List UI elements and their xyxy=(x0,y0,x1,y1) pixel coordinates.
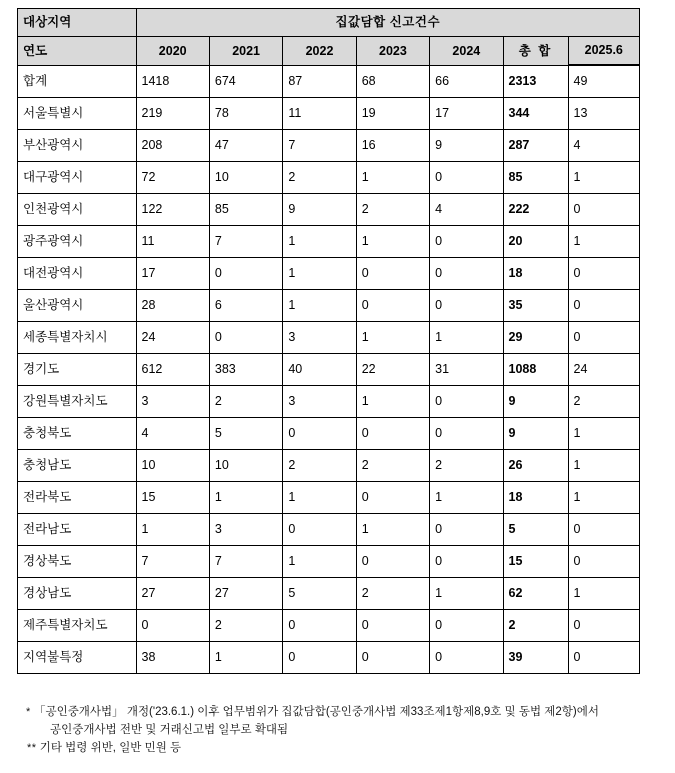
cell-total: 29 xyxy=(503,322,568,354)
cell-y2020: 219 xyxy=(136,98,209,130)
footnote-1-continued: 공인중개사법 전반 및 거래신고법 일부로 확대됨 xyxy=(50,723,289,736)
cell-y2025: 0 xyxy=(568,514,639,546)
cell-y2021: 2 xyxy=(209,386,282,418)
cell-total: 2 xyxy=(503,610,568,642)
cell-y2023: 19 xyxy=(356,98,429,130)
cell-total: 344 xyxy=(503,98,568,130)
cell-region: 대구광역시 xyxy=(18,162,137,194)
cell-y2022: 87 xyxy=(283,65,356,98)
cell-y2024: 0 xyxy=(430,514,503,546)
statistics-table xyxy=(17,8,640,674)
footnote-1-marker: * xyxy=(26,706,31,718)
header-total: 총 합 xyxy=(503,37,568,66)
cell-y2022: 7 xyxy=(283,130,356,162)
cell-y2025: 1 xyxy=(568,226,639,258)
cell-total: 2313 xyxy=(503,65,568,98)
cell-y2020: 17 xyxy=(136,258,209,290)
cell-total: 39 xyxy=(503,642,568,674)
cell-y2022: 40 xyxy=(283,354,356,386)
cell-total: 62 xyxy=(503,578,568,610)
footnote-2-text: 기타 법령 위반, 일반 민원 등 xyxy=(39,741,182,754)
footnote-2 xyxy=(17,740,667,758)
cell-y2022: 0 xyxy=(283,610,356,642)
cell-y2025: 1 xyxy=(568,450,639,482)
cell-y2020: 10 xyxy=(136,450,209,482)
cell-y2021: 383 xyxy=(209,354,282,386)
cell-y2021: 7 xyxy=(209,546,282,578)
cell-y2024: 66 xyxy=(430,65,503,98)
table-row xyxy=(18,194,640,226)
cell-y2025: 0 xyxy=(568,194,639,226)
cell-y2025: 0 xyxy=(568,322,639,354)
cell-y2022: 1 xyxy=(283,546,356,578)
cell-y2022: 2 xyxy=(283,450,356,482)
cell-total: 20 xyxy=(503,226,568,258)
cell-y2025: 1 xyxy=(568,578,639,610)
cell-y2023: 22 xyxy=(356,354,429,386)
cell-region: 전라북도 xyxy=(18,482,137,514)
cell-y2025: 49 xyxy=(568,65,639,98)
cell-y2025: 0 xyxy=(568,546,639,578)
cell-y2020: 24 xyxy=(136,322,209,354)
cell-region: 충청남도 xyxy=(18,450,137,482)
cell-y2021: 7 xyxy=(209,226,282,258)
cell-y2022: 11 xyxy=(283,98,356,130)
cell-y2020: 15 xyxy=(136,482,209,514)
cell-y2023: 0 xyxy=(356,610,429,642)
cell-total: 26 xyxy=(503,450,568,482)
cell-y2023: 1 xyxy=(356,162,429,194)
cell-region: 울산광역시 xyxy=(18,290,137,322)
cell-y2021: 10 xyxy=(209,450,282,482)
cell-region: 경기도 xyxy=(18,354,137,386)
cell-y2020: 7 xyxy=(136,546,209,578)
cell-y2020: 3 xyxy=(136,386,209,418)
cell-y2021: 2 xyxy=(209,610,282,642)
cell-region: 강원특별자치도 xyxy=(18,386,137,418)
cell-y2025: 13 xyxy=(568,98,639,130)
cell-y2025: 4 xyxy=(568,130,639,162)
cell-region: 대전광역시 xyxy=(18,258,137,290)
cell-y2021: 0 xyxy=(209,258,282,290)
cell-y2020: 612 xyxy=(136,354,209,386)
header-year-2024: 2024 xyxy=(430,37,503,66)
cell-y2021: 3 xyxy=(209,514,282,546)
cell-y2020: 4 xyxy=(136,418,209,450)
cell-y2024: 2 xyxy=(430,450,503,482)
header-row-years xyxy=(18,37,640,66)
cell-y2022: 3 xyxy=(283,322,356,354)
cell-total: 85 xyxy=(503,162,568,194)
cell-region: 서울특별시 xyxy=(18,98,137,130)
cell-y2025: 1 xyxy=(568,418,639,450)
cell-y2020: 11 xyxy=(136,226,209,258)
cell-y2024: 1 xyxy=(430,482,503,514)
cell-y2022: 1 xyxy=(283,482,356,514)
cell-y2024: 0 xyxy=(430,642,503,674)
cell-y2022: 1 xyxy=(283,226,356,258)
statistics-table-container xyxy=(17,8,640,674)
cell-total: 35 xyxy=(503,290,568,322)
cell-y2024: 17 xyxy=(430,98,503,130)
header-partial-2025: 2025.6 xyxy=(568,37,639,66)
cell-y2021: 0 xyxy=(209,322,282,354)
cell-y2023: 16 xyxy=(356,130,429,162)
cell-y2021: 27 xyxy=(209,578,282,610)
cell-y2023: 0 xyxy=(356,418,429,450)
cell-y2025: 0 xyxy=(568,290,639,322)
header-year-label: 연도 xyxy=(18,37,137,66)
cell-region: 경상북도 xyxy=(18,546,137,578)
cell-y2021: 10 xyxy=(209,162,282,194)
cell-y2022: 1 xyxy=(283,258,356,290)
cell-y2024: 4 xyxy=(430,194,503,226)
cell-total: 9 xyxy=(503,386,568,418)
table-row xyxy=(18,450,640,482)
cell-y2025: 0 xyxy=(568,642,639,674)
cell-total: 18 xyxy=(503,258,568,290)
table-row xyxy=(18,130,640,162)
cell-y2025: 1 xyxy=(568,162,639,194)
cell-y2021: 1 xyxy=(209,642,282,674)
cell-y2024: 0 xyxy=(430,546,503,578)
cell-region: 경상남도 xyxy=(18,578,137,610)
cell-total: 1088 xyxy=(503,354,568,386)
cell-region: 인천광역시 xyxy=(18,194,137,226)
cell-region: 광주광역시 xyxy=(18,226,137,258)
footnotes xyxy=(17,704,667,757)
cell-y2023: 0 xyxy=(356,258,429,290)
cell-total: 5 xyxy=(503,514,568,546)
cell-y2024: 0 xyxy=(430,258,503,290)
cell-y2025: 0 xyxy=(568,610,639,642)
cell-region: 합계 xyxy=(18,65,137,98)
table-row xyxy=(18,418,640,450)
cell-y2023: 2 xyxy=(356,578,429,610)
table-row xyxy=(18,546,640,578)
cell-y2025: 0 xyxy=(568,258,639,290)
cell-y2020: 38 xyxy=(136,642,209,674)
cell-y2022: 5 xyxy=(283,578,356,610)
table-row xyxy=(18,65,640,98)
cell-y2021: 5 xyxy=(209,418,282,450)
footnote-1 xyxy=(17,704,667,722)
header-span-title: 집값담합 신고건수 xyxy=(136,9,640,37)
table-row xyxy=(18,322,640,354)
cell-y2023: 68 xyxy=(356,65,429,98)
footnote-2-marker: ** xyxy=(27,741,37,754)
cell-y2023: 0 xyxy=(356,546,429,578)
cell-y2025: 1 xyxy=(568,482,639,514)
table-row xyxy=(18,514,640,546)
cell-total: 287 xyxy=(503,130,568,162)
table-row xyxy=(18,610,640,642)
cell-y2023: 1 xyxy=(356,514,429,546)
table-row xyxy=(18,98,640,130)
table-row xyxy=(18,162,640,194)
cell-y2020: 208 xyxy=(136,130,209,162)
cell-y2022: 0 xyxy=(283,418,356,450)
cell-y2020: 122 xyxy=(136,194,209,226)
cell-y2023: 0 xyxy=(356,290,429,322)
cell-y2020: 27 xyxy=(136,578,209,610)
header-year-2021: 2021 xyxy=(209,37,282,66)
table-body xyxy=(18,65,640,674)
header-year-2022: 2022 xyxy=(283,37,356,66)
cell-y2023: 1 xyxy=(356,322,429,354)
table-row xyxy=(18,578,640,610)
cell-y2024: 0 xyxy=(430,610,503,642)
cell-region: 세종특별자치시 xyxy=(18,322,137,354)
cell-region: 부산광역시 xyxy=(18,130,137,162)
cell-y2024: 0 xyxy=(430,418,503,450)
cell-total: 9 xyxy=(503,418,568,450)
cell-y2021: 85 xyxy=(209,194,282,226)
cell-y2025: 24 xyxy=(568,354,639,386)
cell-y2020: 0 xyxy=(136,610,209,642)
cell-y2020: 72 xyxy=(136,162,209,194)
cell-y2022: 1 xyxy=(283,290,356,322)
header-row-top xyxy=(18,9,640,37)
table-row xyxy=(18,354,640,386)
cell-y2024: 0 xyxy=(430,386,503,418)
table-row xyxy=(18,290,640,322)
cell-y2025: 2 xyxy=(568,386,639,418)
cell-y2023: 1 xyxy=(356,226,429,258)
cell-total: 15 xyxy=(503,546,568,578)
cell-y2022: 3 xyxy=(283,386,356,418)
cell-y2023: 1 xyxy=(356,386,429,418)
cell-y2021: 78 xyxy=(209,98,282,130)
cell-y2023: 2 xyxy=(356,194,429,226)
cell-region: 충청북도 xyxy=(18,418,137,450)
cell-y2020: 1 xyxy=(136,514,209,546)
cell-y2024: 0 xyxy=(430,226,503,258)
cell-y2024: 1 xyxy=(430,322,503,354)
cell-region: 제주특별자치도 xyxy=(18,610,137,642)
header-year-2020: 2020 xyxy=(136,37,209,66)
cell-y2022: 9 xyxy=(283,194,356,226)
cell-y2024: 9 xyxy=(430,130,503,162)
table-row xyxy=(18,482,640,514)
cell-y2022: 0 xyxy=(283,514,356,546)
cell-y2024: 1 xyxy=(430,578,503,610)
cell-y2024: 0 xyxy=(430,290,503,322)
cell-y2023: 2 xyxy=(356,450,429,482)
cell-y2022: 2 xyxy=(283,162,356,194)
cell-y2023: 0 xyxy=(356,482,429,514)
cell-region: 전라남도 xyxy=(18,514,137,546)
table-row xyxy=(18,226,640,258)
table-row xyxy=(18,386,640,418)
cell-y2021: 1 xyxy=(209,482,282,514)
cell-y2024: 0 xyxy=(430,162,503,194)
cell-y2021: 6 xyxy=(209,290,282,322)
cell-y2021: 47 xyxy=(209,130,282,162)
cell-total: 222 xyxy=(503,194,568,226)
cell-y2021: 674 xyxy=(209,65,282,98)
header-region-label: 대상지역 xyxy=(18,9,137,37)
cell-y2020: 28 xyxy=(136,290,209,322)
header-year-2023: 2023 xyxy=(356,37,429,66)
cell-total: 18 xyxy=(503,482,568,514)
cell-y2022: 0 xyxy=(283,642,356,674)
table-row xyxy=(18,258,640,290)
footnote-1-text: 「공인중개사법」 개정('23.6.1.) 이후 업무범위가 집값담합(공인중개사법 제33조제1항제8,9호 및 동법 제2항)에서 xyxy=(33,706,599,718)
table-header xyxy=(18,9,640,66)
cell-region: 지역불특정 xyxy=(18,642,137,674)
cell-y2024: 31 xyxy=(430,354,503,386)
table-row xyxy=(18,642,640,674)
cell-y2020: 1418 xyxy=(136,65,209,98)
cell-y2023: 0 xyxy=(356,642,429,674)
